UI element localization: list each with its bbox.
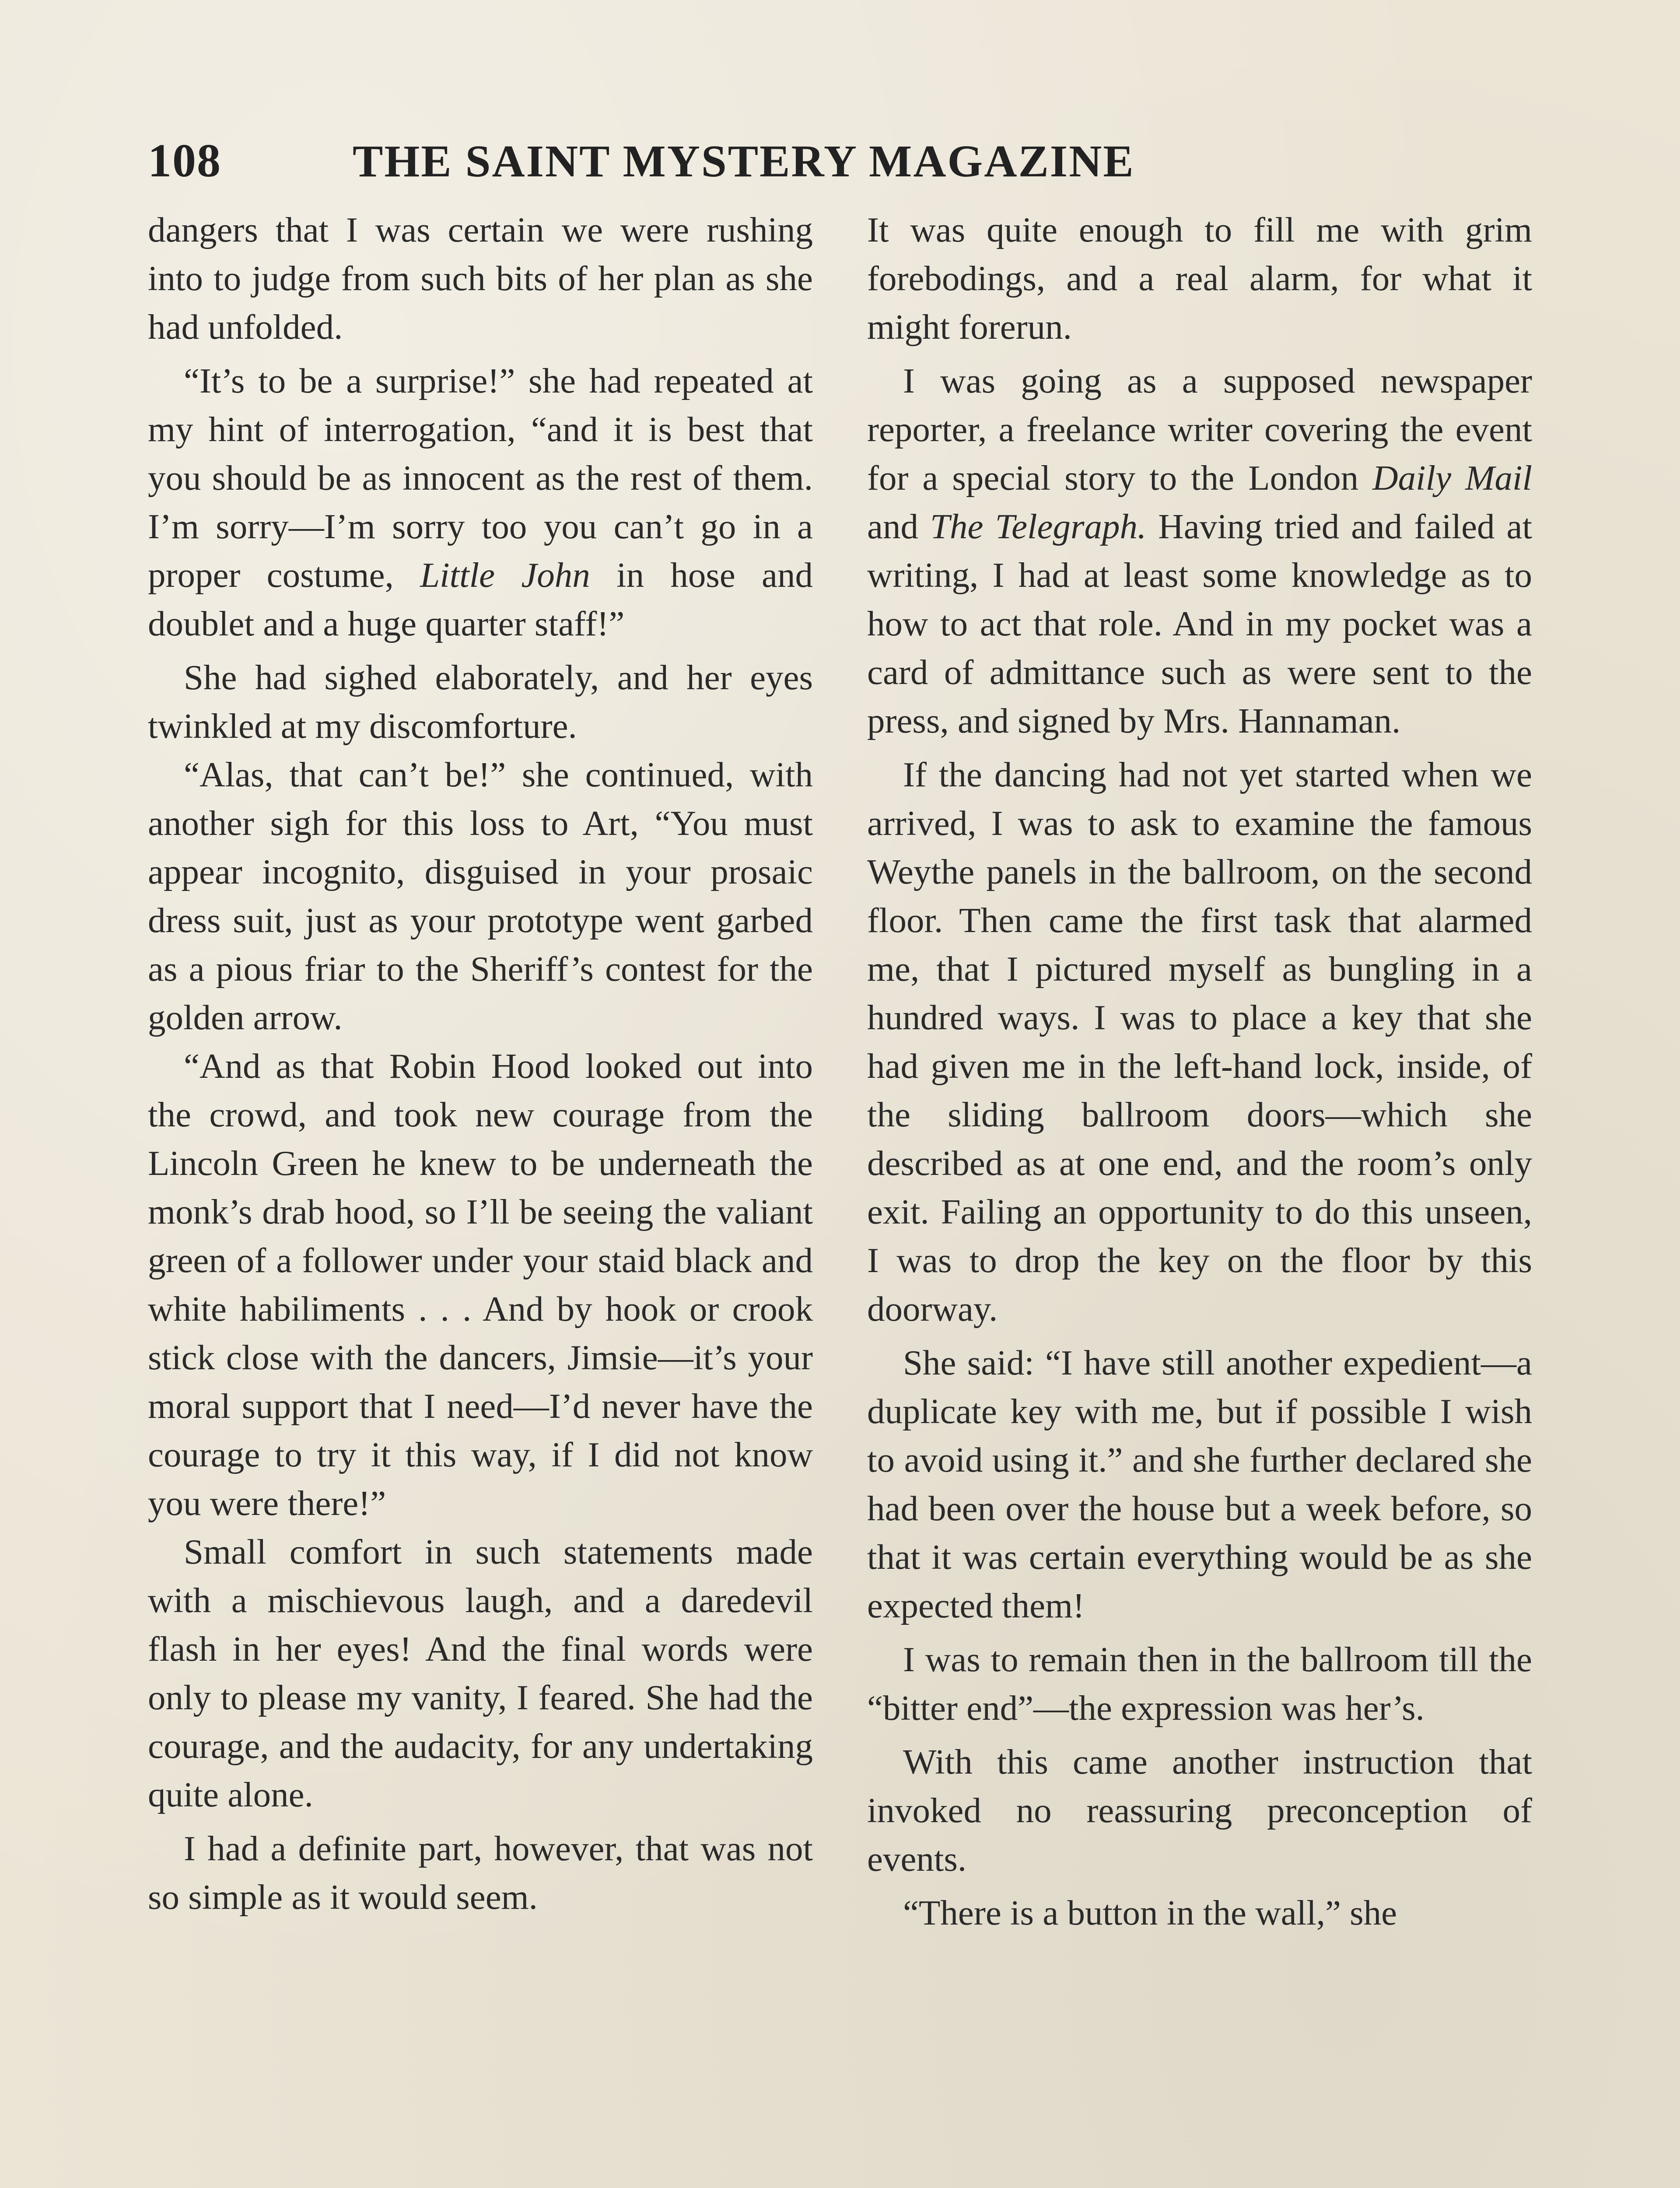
- right-column: [867, 206, 1532, 1937]
- paragraph: “Alas, that can’t be!” she continued, with another sigh for this loss to Art, “You must appear incognito, disguised in your prosaic dress suit, just as your prototype went garbed as a pious friar to the Sheriff’s contest for the golden arrow.: [148, 755, 813, 1037]
- paragraph-text: in hose and doublet and a huge quarter staff!”: [148, 555, 813, 643]
- left-column: [148, 206, 813, 1922]
- italic-text: The Telegraph.: [930, 507, 1147, 546]
- paragraph: She said: “I have still another expedient—a duplicate key with me, but if possible I wish to avoid using it.” and she further declared she had been over the house but a week before, so that it was certain everything would be as she expected them!: [867, 1343, 1532, 1625]
- page-header: [148, 130, 1242, 192]
- running-title: THE SAINT MYSTERY MAGAZINE: [353, 136, 1135, 186]
- paragraph: Small comfort in such statements made with a mischievous laugh, and a daredevil flash in her eyes! And the final words were only to please my vanity, I feared. She had the courage, and the audacity, for any undertaking quite alone.: [148, 1532, 813, 1814]
- paragraph: “And as that Robin Hood looked out into the crowd, and took new courage from the Lincoln Green he knew to be underneath the monk’s drab hood, so I’ll be seeing the valiant green of a follower under your staid black and white habiliments . . . And by hook or crook stick close with the dancers, Jimsie—it’s your moral support that I need—I’d never have the courage to try it this way, if I did not know you were there!”: [148, 1046, 813, 1523]
- page-number: 108: [148, 135, 221, 187]
- paragraph-text: “It’s to be a surprise!” she had repeated at my hint of interrogation, “and it is best that you should be as innocent as the rest of them. I’m sorry—I’m sorry too you can’t go in a proper costume,: [148, 361, 813, 595]
- paragraph: [867, 357, 1532, 745]
- paragraph-text: I was going as a supposed newspaper reporter, a freelance writer covering the event for a special story to the London: [867, 361, 1532, 498]
- italic-text: Daily Mail: [1372, 458, 1532, 498]
- paragraph-text: and: [867, 507, 918, 546]
- paragraph: With this came another instruction that invoked no reassuring preconception of events.: [867, 1742, 1532, 1879]
- paragraph: If the dancing had not yet started when we arrived, I was to ask to examine the famous Weythe panels in the ballroom, on the second floor. Then came the first task that alarmed me, that I pictured myself as bungling in a hundred ways. I was to place a key that she had given me in the left-hand lock, inside, of the sliding ballroom doors—which she described as at one end, and the room’s only exit. Failing an opportunity to do this unseen, I was to drop the key on the floor by this doorway.: [867, 755, 1532, 1329]
- paragraph: “There is a button in the wall,” she: [903, 1893, 1397, 1932]
- paragraph: dangers that I was certain we were rushing into to judge from such bits of her plan as she had unfolded.: [148, 210, 813, 347]
- paragraph: I was to remain then in the ballroom till the “bitter end”—the expression was her’s.: [867, 1640, 1532, 1728]
- paragraph: I had a definite part, however, that was not so simple as it would seem.: [148, 1829, 813, 1917]
- italic-text: Little John: [420, 555, 590, 595]
- paragraph-text: Having tried and failed at writing, I had at least some knowledge as to how to act that role. And in my pocket was a card of admittance such as were sent to the press, and signed by Mrs. Hannaman.: [867, 507, 1533, 740]
- paragraph: She had sighed elaborately, and her eyes twinkled at my discomforture.: [148, 658, 813, 746]
- paragraph: It was quite enough to fill me with grim forebodings, and a real alarm, for what it might forerun.: [867, 210, 1532, 347]
- paragraph: [148, 357, 813, 648]
